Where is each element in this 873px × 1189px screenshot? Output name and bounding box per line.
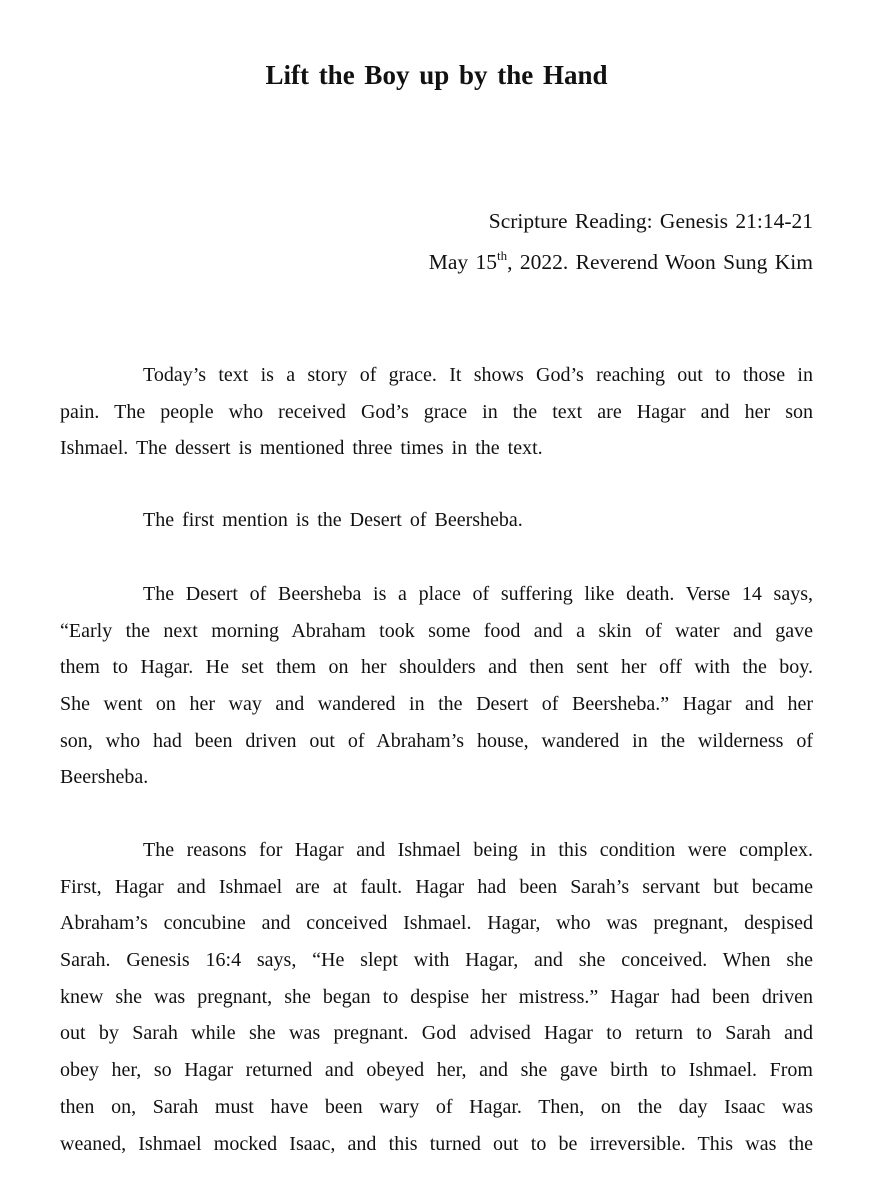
paragraph-line: First, Hagar and Ishmael are at fault. Hagar had been Sarah’s servant but became: [60, 875, 813, 898]
date-prefix: May 15: [428, 250, 497, 274]
paragraph-line: Abraham’s concubine and conceived Ishmael. Hagar, who was pregnant, despised: [60, 912, 813, 935]
paragraph-line: pain. The people who received God’s grace in the text are Hagar and her son: [60, 400, 813, 423]
document-title: Lift the Boy up by the Hand: [265, 60, 608, 90]
paragraph-line: Today’s text is a story of grace. It shows God’s reaching out to those in: [143, 364, 813, 386]
paragraph-line: knew she was pregnant, she began to despise her mistress.” Hagar had been driven: [60, 985, 813, 1008]
paragraph-line: The first mention is the Desert of Beersheba.: [143, 509, 523, 531]
date-ordinal-suffix: th: [497, 248, 508, 263]
paragraph: [60, 357, 813, 467]
paragraph-line: Beersheba.: [60, 766, 149, 789]
paragraph-line: son, who had been driven out of Abraham’s house, wandered in the wilderness of: [60, 729, 813, 752]
paragraph: [60, 832, 813, 1162]
paragraph-line: The reasons for Hagar and Ishmael being in this condition were complex.: [143, 839, 813, 861]
paragraph-line: “Early the next morning Abraham took some food and a skin of water and gave: [60, 619, 813, 642]
paragraph-line: weaned, Ishmael mocked Isaac, and this turned out to be irreversible. This was the: [60, 1132, 813, 1155]
paragraph-line: out by Sarah while she was pregnant. God advised Hagar to return to Sarah and: [60, 1022, 813, 1045]
paragraph: [60, 576, 813, 796]
paragraph-line: them to Hagar. He set them on her shoulders and then sent her off with the boy.: [60, 656, 813, 679]
paragraph-line: Sarah. Genesis 16:4 says, “He slept with Hagar, and she conceived. When she: [60, 949, 813, 972]
paragraph: [60, 502, 813, 539]
paragraph-line: Ishmael. The dessert is mentioned three times in the text.: [60, 437, 543, 460]
paragraph-line: She went on her way and wandered in the Desert of Beersheba.” Hagar and her: [60, 693, 813, 716]
paragraph-line: then on, Sarah must have been wary of Hagar. Then, on the day Isaac was: [60, 1095, 813, 1118]
paragraph-line: obey her, so Hagar returned and obeyed her, and she gave birth to Ishmael. From: [60, 1059, 813, 1082]
paragraph-line: The Desert of Beersheba is a place of suffering like death. Verse 14 says,: [143, 583, 813, 605]
scripture-reading: Scripture Reading: Genesis 21:14-21: [488, 209, 813, 233]
date-and-author: [429, 248, 813, 276]
date-and-author-rest: , 2022. Reverend Woon Sung Kim: [507, 250, 813, 274]
